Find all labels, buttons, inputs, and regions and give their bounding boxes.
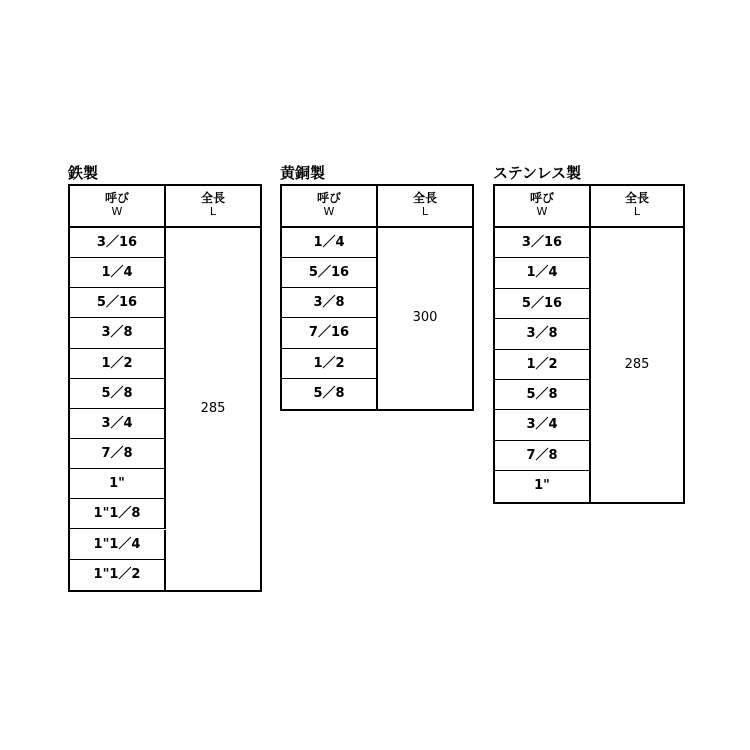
size-cell: 7／8 (495, 441, 591, 471)
header-size-w (70, 186, 166, 228)
size-cell: 1／4 (70, 258, 166, 288)
header-size-label: 呼び (316, 191, 341, 205)
size-cell: 5／16 (495, 289, 591, 319)
header-size-w (495, 186, 591, 228)
size-cell: 7／8 (70, 439, 166, 469)
header-size-symbol: W (323, 205, 335, 218)
size-cell: 1／4 (495, 258, 591, 288)
header-size-symbol: W (536, 205, 548, 218)
size-cell: 5／16 (282, 258, 378, 288)
size-cell: 1／4 (282, 228, 378, 258)
header-length-label: 全長 (200, 191, 225, 205)
header-length-label: 全長 (412, 191, 437, 205)
spec-table (280, 184, 474, 411)
table-title: ステンレス製 (493, 164, 582, 182)
size-cell: 1"1／4 (70, 530, 166, 560)
size-cell: 7／16 (282, 318, 378, 348)
table-title: 鉄製 (68, 164, 99, 182)
size-cell: 3／16 (70, 228, 166, 258)
size-cell: 1" (495, 471, 591, 501)
size-cell: 3／4 (495, 410, 591, 440)
header-size-symbol: W (111, 205, 123, 218)
size-cell: 1／2 (70, 349, 166, 379)
header-length-symbol: L (633, 205, 641, 218)
size-cell: 1" (70, 469, 166, 499)
spec-table (493, 184, 685, 504)
size-cell: 5／8 (70, 379, 166, 409)
size-cell: 5／8 (282, 379, 378, 409)
spec-table (68, 184, 262, 592)
size-cell: 5／16 (70, 288, 166, 318)
header-size-label: 呼び (104, 191, 129, 205)
header-size-w (282, 186, 378, 228)
header-length-l (378, 186, 472, 228)
header-length-l (591, 186, 683, 228)
header-length-symbol: L (421, 205, 429, 218)
header-size-label: 呼び (529, 191, 554, 205)
length-value-cell: 285 (200, 401, 226, 416)
size-cell: 3／8 (70, 318, 166, 348)
header-length-symbol: L (209, 205, 217, 218)
length-value-cell: 300 (412, 310, 438, 325)
size-cell: 1／2 (282, 349, 378, 379)
size-cell: 1"1／2 (70, 560, 166, 590)
size-cell: 3／8 (282, 288, 378, 318)
table-title: 黄銅製 (280, 164, 326, 182)
length-value-cell: 285 (624, 357, 650, 372)
size-cell: 3／16 (495, 228, 591, 258)
size-cell: 5／8 (495, 380, 591, 410)
size-cell: 1／2 (495, 350, 591, 380)
header-length-l (166, 186, 260, 228)
header-length-label: 全長 (624, 191, 649, 205)
size-cell: 3／8 (495, 319, 591, 349)
size-cell: 1"1／8 (70, 499, 166, 529)
size-cell: 3／4 (70, 409, 166, 439)
